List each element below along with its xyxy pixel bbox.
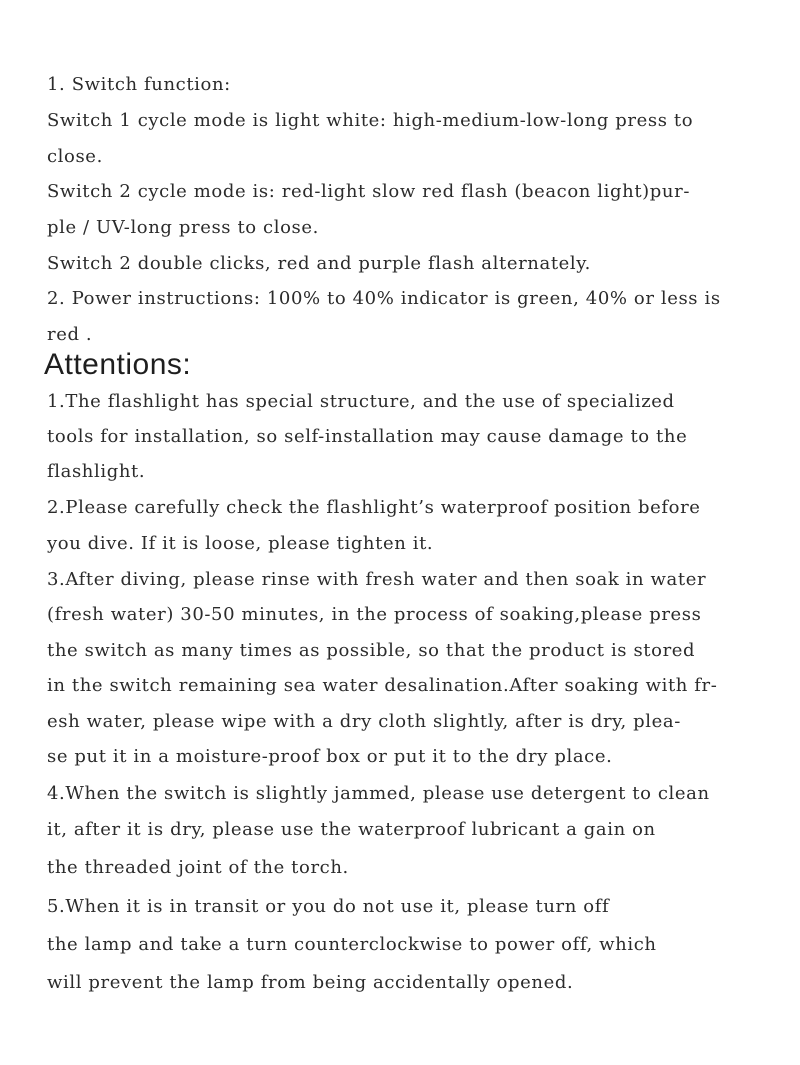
attention-item-3: 3.After diving, please rinse with fresh water and then soak in water	[47, 569, 707, 590]
text-line: you dive. If it is loose, please tighten it.	[47, 533, 434, 554]
text-line: tools for installation, so self-installation may cause damage to the	[47, 426, 688, 447]
attention-item-4: 4.When the switch is slightly jammed, please use detergent to clean	[47, 783, 710, 804]
text-line: the threaded joint of the torch.	[47, 857, 349, 878]
text-line: in the switch remaining sea water desalination.After soaking with fr-	[47, 675, 718, 696]
text-line: (fresh water) 30-50 minutes, in the process of soaking,please press	[47, 604, 702, 625]
text-line: ple / UV-long press to close.	[47, 217, 319, 238]
text-line: esh water, please wipe with a dry cloth slightly, after is dry, plea-	[47, 711, 681, 732]
attention-item-1: 1.The flashlight has special structure, and the use of specialized	[47, 391, 675, 412]
text-line: it, after it is dry, please use the waterproof lubricant a gain on	[47, 819, 656, 840]
text-line: will prevent the lamp from being accidentally opened.	[47, 972, 574, 993]
attentions-heading: Attentions:	[44, 348, 192, 381]
text-line: close.	[47, 146, 103, 167]
power-instructions-line: 2. Power instructions: 100% to 40% indicator is green, 40% or less is	[47, 288, 721, 309]
text-line: Switch 1 cycle mode is light white: high-medium-low-long press to	[47, 110, 694, 131]
text-line: the switch as many times as possible, so that the product is stored	[47, 640, 696, 661]
text-line: red .	[47, 324, 93, 345]
text-line: flashlight.	[47, 461, 146, 482]
text-line: Switch 2 cycle mode is: red-light slow red flash (beacon light)pur-	[47, 181, 690, 202]
text-line: se put it in a moisture-proof box or put it to the dry place.	[47, 746, 613, 767]
attention-item-2: 2.Please carefully check the flashlight’s waterproof position before	[47, 497, 701, 518]
text-line: Switch 2 double clicks, red and purple flash alternately.	[47, 253, 591, 274]
switch-function-title: 1. Switch function:	[47, 74, 231, 95]
attention-item-5: 5.When it is in transit or you do not use it, please turn off	[47, 896, 610, 917]
text-line: the lamp and take a turn counterclockwise to power off, which	[47, 934, 657, 955]
